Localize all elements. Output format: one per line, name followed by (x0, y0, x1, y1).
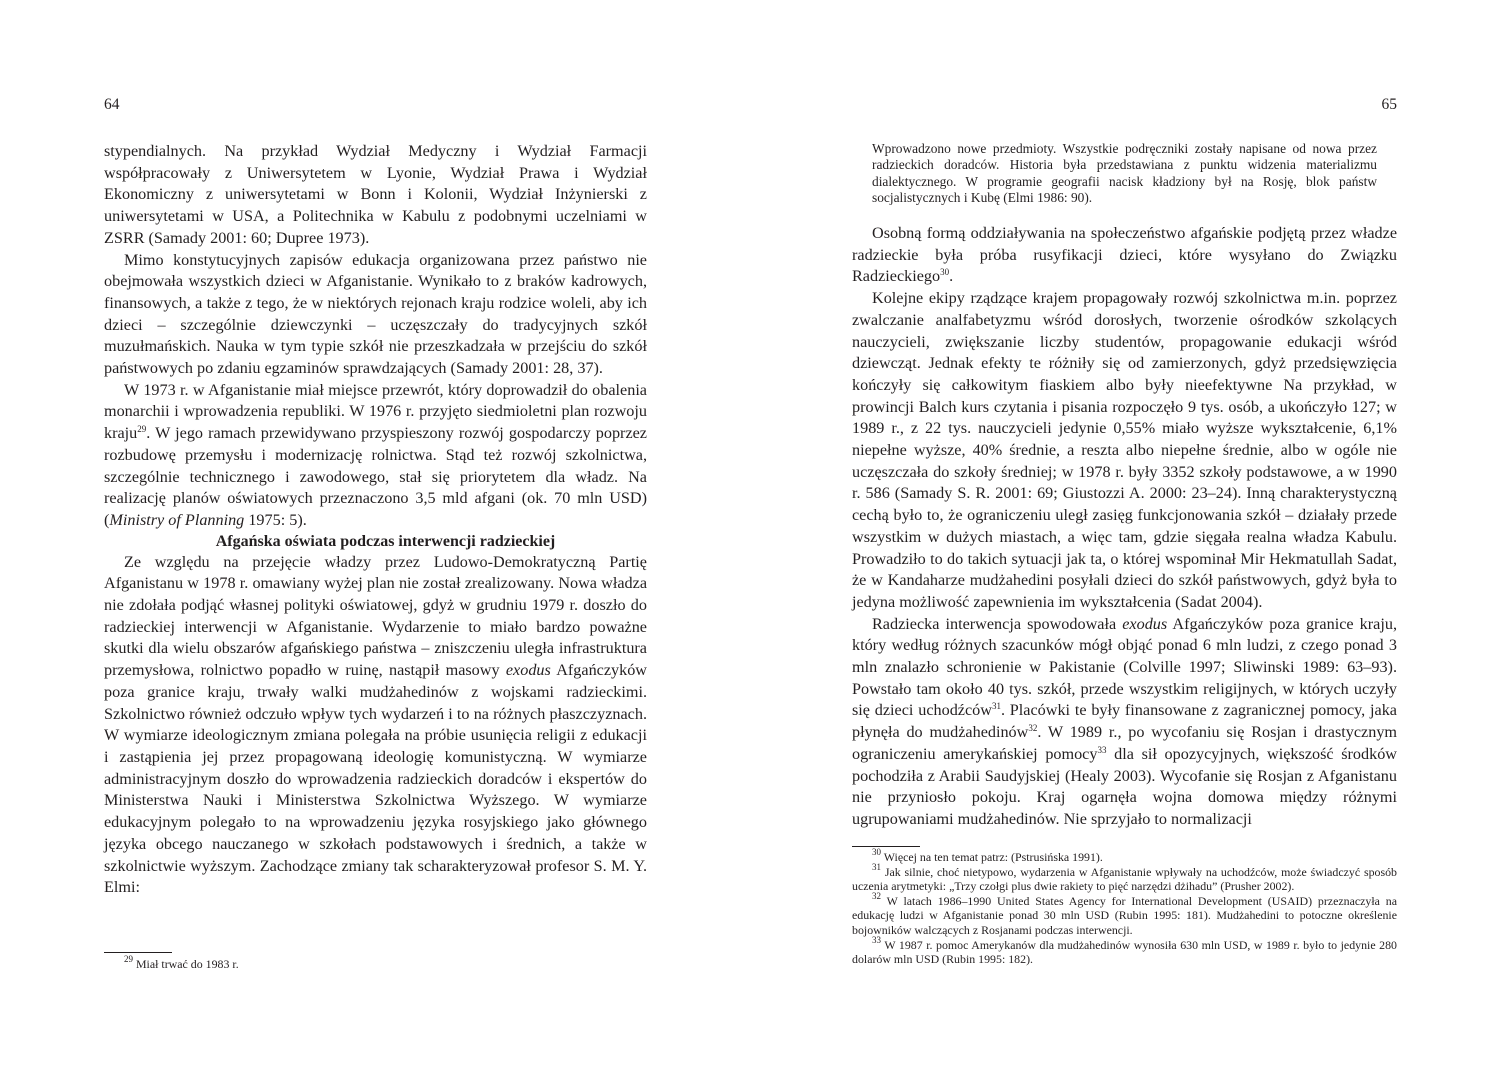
paragraph-text: Afgańczyków poza granice kraju, trwały walki mudżahedinów z wojskami radzieckimi. Szkolnictwo również odczuło wpływ tych wydarzeń i to na różnych płaszczyznach. W wymiarze ideologicznym zmiana polegała na próbie usunięcia religii z edukacji i zastąpienia jej przez propagowaną ideologię komunistyczną. W wymiarze administracyjnym doszło do wprowadzenia radzieckich doradców i ekspertów do Ministerstwa Nauki i Ministerstwa Szkolnictwa Wyższego. W wymiarze edukacyjnym polegało to na wprowadzeniu języka rosyjskiego jako głównego języka obcego nauczanego w szkołach podstawowych i średnich, a także w szkolnictwie wyższym. Zachodzące zmiany tak scharakteryzował profesor S. M. Y. Elmi: (104, 661, 647, 897)
paragraph (852, 614, 1397, 831)
footnote-text: Jak silnie, choć nietypowo, wydarzenia w Afganistanie wpływały na uchodźców, może świadczyć sposób uczenia arytmetyki: „Trzy czołgi plus dwie rakiety to pięć narzędzi dżihadu” (Prusher 2002). (852, 864, 1397, 894)
page-number: 64 (104, 96, 120, 113)
paragraph: Kolejne ekipy rządzące krajem propagowały rozwój szkolnictwa m.in. poprzez zwalczanie analfabetyzmu wśród dorosłych, tworzenie ośrodków szkolących nauczycieli, zwiększanie liczby studentów, propagowanie edukacji wśród dziewcząt. Jednak efekty te różniły się od zamierzonych, gdyż przedsięwzięcia kończyły się całkowitym fiaskiem albo były nieefektywne Na przykład, w prowincji Balch kurs czytania i pisania rozpoczęło 9 tys. osób, a ukończyło 127; w 1989 r., z 22 tys. nauczycieli jedynie 0,55% miało wyższe wykształcenie, 6,1% niepełne wyższe, 40% średnie, a reszta albo niepełne średnie, albo w ogóle nie uczęszczała do szkoły średniej; w 1978 r. były 3352 szkoły podstawowe, a w 1990 r. 586 (Samady S. R. 2001: 69; Giustozzi A. 2000: 23–24). Inną charakterystyczną cechą było to, że ograniczeniu uległ zasięg funkcjonowania szkół – działały przede wszystkim w dużych miastach, a więc tam, gdzie sięgała realna władza Kabulu. Prowadziło to do takich sytuacji jak ta, o której wspominał Mir Hekmatullah Sadat, że w Kandaharze mudżahedini posyłali dzieci do szkół państwowych, gdyż była to jedyna możliwość zapewnienia im wykształcenia (Sadat 2004). (852, 289, 1397, 611)
footnote-number: 30 (872, 847, 881, 857)
paragraph-text: . W 1989 r., po wycofaniu się Rosjan i drastycznym ograniczeniu amerykańskiej pomocy (852, 723, 1398, 763)
footnote-text: Miał trwać do 1983 r. (135, 957, 239, 971)
footnotes (852, 847, 1397, 967)
paragraph-text: . (949, 267, 954, 286)
page-number: 65 (1381, 96, 1397, 113)
paragraph-text: Radziecka interwencja spowodowała (872, 614, 1123, 633)
footnote-separator (852, 846, 920, 847)
footnote-ref: 29 (137, 424, 147, 435)
footnote-text: W 1987 r. pomoc Amerykanów dla mudżahedinów wynosiła 630 mln USD, w 1989 r. było to jedynie 280 dolarów mln USD (Rubin 1995: 182). (852, 937, 1397, 967)
footnote-text: Więcej na ten temat patrz: (Pstrusińska 1991). (883, 850, 1103, 864)
paragraph-text: Ze względu na przejęcie władzy przez Ludowo-Demokratyczną Partię Afganistanu w 1978 r. omawiany wyżej plan nie został zrealizowany. Nowa władza nie zdołała podjąć własnej polityki oświatowej, gdyż w grudniu 1979 r. doszło do radzieckiej interwencji w Afganistanie. Wydarzenie to miało bardzo poważne skutki dla wielu obszarów afgańskiego państwa – zniszczeniu uległa infrastruktura przemysłowa, rolnictwo popadło w ruinę, nastąpił masowy (104, 552, 647, 680)
paragraph (104, 552, 647, 899)
footnote-ref: 30 (940, 267, 950, 278)
paragraph-text: . W jego ramach przewidywano przyspieszony rozwój gospodarczy poprzez rozbudowę przemysłu i modernizację rolnictwa. Stąd też rozwój szkolnictwa, szczególnie technicznego i zawodowego, stał się priorytetem dla władz. Na realizację planów oświatowych przeznaczono 3,5 mld afgani (ok. 70 mln USD) ( (104, 424, 647, 529)
footnote-number: 33 (872, 934, 881, 945)
paragraph: stypendialnych. Na przykład Wydział Medyczny i Wydział Farmacji współpracowały z Uniwersytetem w Lyonie, Wydział Prawa i Wydział Ekonomiczny z uniwersytetami w Bonn i Kolonii, Wydział Inżynierski z uniwersytetami w USA, a Politechnika w Kabulu z podobnymi uczelniami w ZSRR (Samady 2001: 60; Dupree 1973). (104, 142, 647, 247)
footnote-separator (104, 952, 172, 953)
paragraph: Mimo konstytucyjnych zapisów edukacja organizowana przez państwo nie obejmowała wszystkich dzieci w Afganistanie. Wynikało to z braków kadrowych, finansowych, a także z tego, że w niektórych rejonach kraju rodzice woleli, aby ich dzieci – szczególnie dziewczynki – uczęszczały do tradycyjnych szkół muzułmańskich. Nauka w tym typie szkół nie przeszkadzała w przejściu do szkół państwowych po zdaniu egzaminów sprawdzających (Samady 2001: 28, 37). (104, 250, 647, 378)
right-body-text (852, 223, 1397, 831)
italic-word: exodus (1122, 614, 1168, 633)
paragraph-text: . Placówki te były finansowane z zagranicznej pomocy, jaka płynęła do mudżahedinów (852, 701, 1397, 742)
left-page (104, 0, 647, 1086)
right-page (852, 0, 1397, 1086)
italic-word: exodus (505, 661, 551, 680)
paragraph-text: dla sił opozycyjnych, większość środków pochodziła z Arabii Saudyjskiej (Healy 2003). Wycofanie się Rosjan z Afganistanu nie przyniosło pokoju. Kraj ogarnęła wojna domowa między różnymi ugrupowaniami mudżahedinów. Nie sprzyjało to normalizacji (852, 744, 1397, 828)
italic-title: Ministry of Planning (109, 510, 245, 529)
left-body-text (104, 141, 647, 899)
footnote-number: 31 (872, 861, 881, 872)
paragraph-text: 1975: 5). (244, 510, 307, 529)
footnote-number: 29 (124, 954, 133, 964)
paragraph-text: W 1973 r. w Afganistanie miał miejsce przewrót, który doprowadził do obalenia monarchii i wprowadzenia republiki. W 1976 r. przyjęto siedmioletni plan rozwoju kraju (104, 380, 647, 443)
footnote (852, 861, 1397, 894)
footnote (852, 847, 1397, 865)
footnote-number: 32 (872, 890, 881, 901)
paragraph (104, 380, 647, 532)
footnote-ref: 31 (991, 701, 1001, 712)
paragraph-text: Osobną formą oddziaływania na społeczeństwo afgańskie podjętą przez władze radzieckie była próba rusyfikacji dzieci, które wysyłano do Związku Radzieckiego (852, 224, 1397, 286)
block-quote: Wprowadzono nowe przedmioty. Wszystkie podręczniki zostały napisane od nowa przez radzieckich doradców. Historia była przedstawiana z punktu widzenia materializmu dialektycznego. W programie geografii nacisk kładziony był na Rosję, blok państw socjalistycznych i Kubę (Elmi 1986: 90). (872, 141, 1377, 205)
footnotes (104, 954, 649, 972)
footnote-ref: 33 (1097, 744, 1107, 755)
section-heading: Afgańska oświata podczas interwencji radzieckiej (215, 532, 556, 550)
footnote (852, 890, 1397, 938)
footnote (104, 954, 649, 972)
footnote-ref: 32 (1028, 723, 1038, 734)
paragraph-text: Afgańczyków poza granice kraju, który według różnych szacunków mógł objąć ponad 6 mln ludzi, z czego ponad 3 mln znalazło schronienie w Pakistanie (Colville 1997; Sliwinski 1989: 63–93). Powstało tam około 40 tys. szkół, przede wszystkim religijnych, w których uczyły się dzieci uchodźców (852, 614, 1397, 720)
footnote (852, 934, 1397, 967)
paragraph (852, 223, 1397, 288)
footnote-text: W latach 1986–1990 United States Agency for International Development (USAID) przeznaczyła na edukację ludzi w Afganistanie ponad 30 mln USD (Rubin 1995: 181). Mudżahedini to potoczne określenie bojowników walczących z Rosjanami podczas interwencji. (852, 893, 1397, 937)
